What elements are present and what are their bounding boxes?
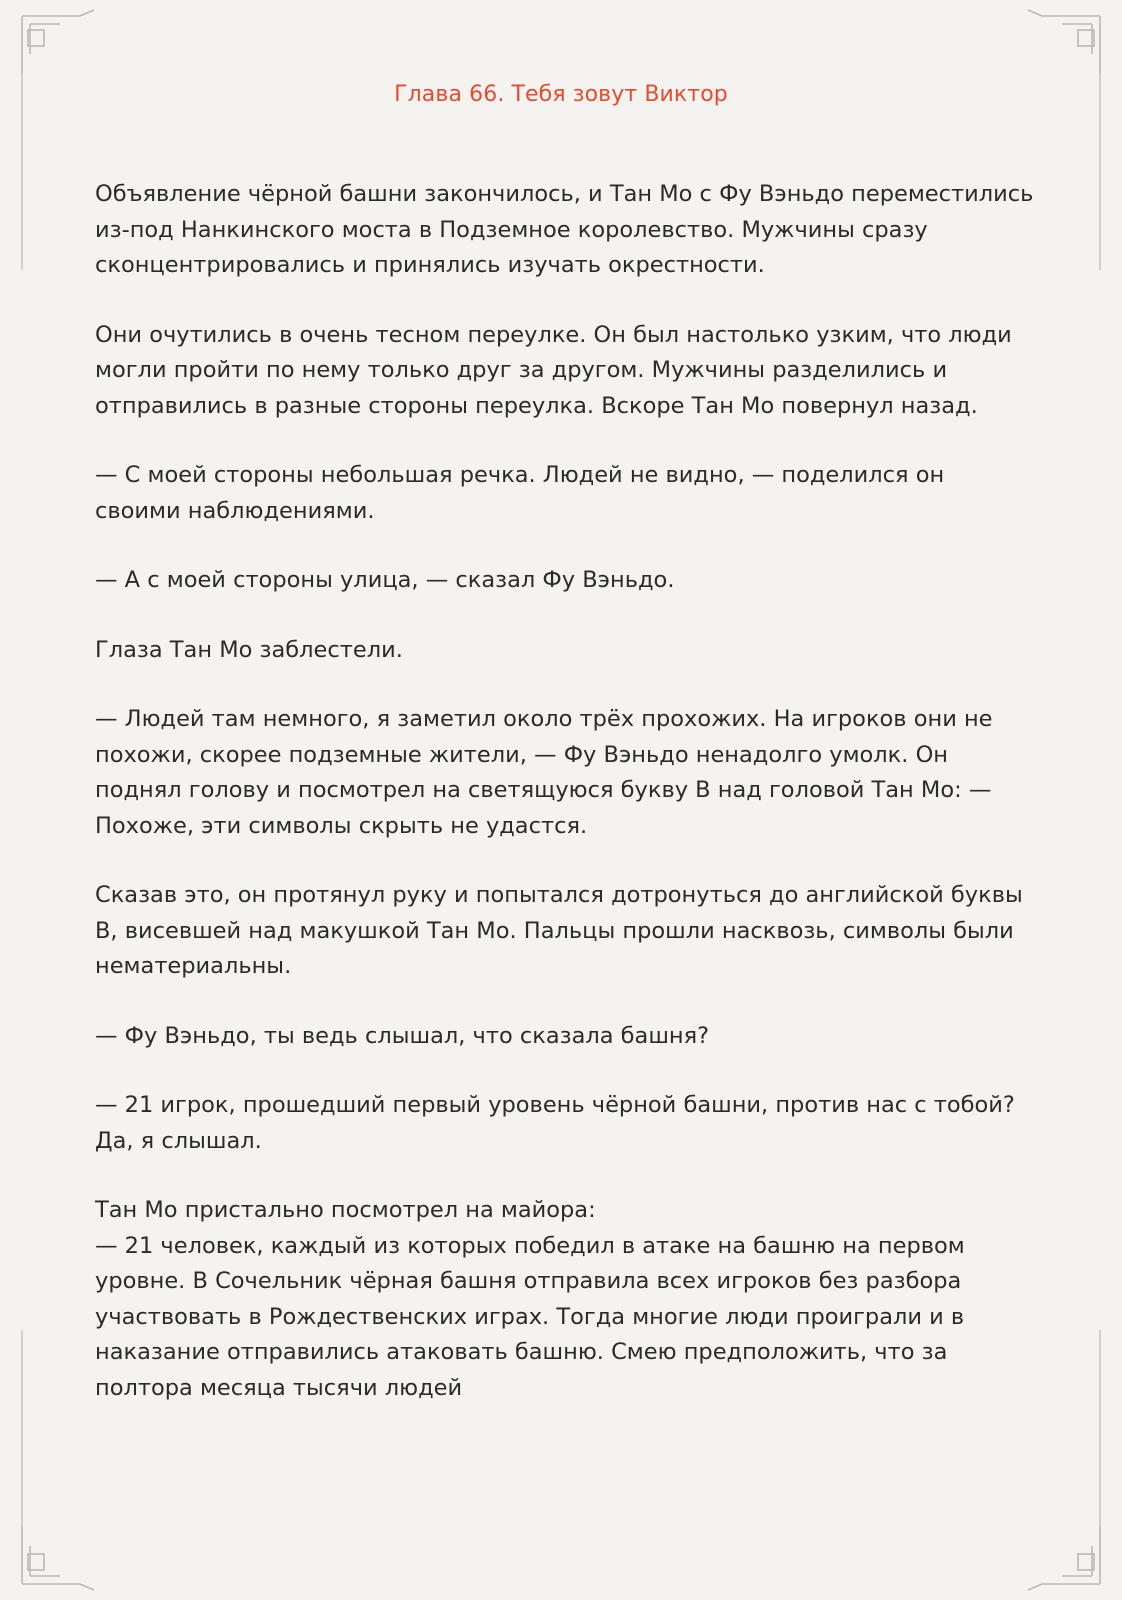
paragraph: Они очутились в очень тесном переулке. Он был настолько узким, что люди могли пройти по нему только друг за другом. Мужчины разделились и отправились в разные стороны переулка. Вскоре Тан Мо повернул назад. (95, 321, 1012, 419)
paragraph: — С моей стороны небольшая речка. Людей не видно, — поделился он своими наблюдениями. (95, 462, 945, 524)
chapter-text (95, 177, 1035, 1440)
paragraph: Глаза Тан Мо заблестели. (95, 636, 403, 663)
paragraph: Тан Мо пристально посмотрел на майора: (95, 1197, 596, 1223)
paragraph: — Людей там немного, я заметил около трёх прохожих. На игроков они не похожи, скорее подземные жители, — Фу Вэньдо ненадолго умолк. Он поднял голову и посмотрел на светящуюся букву B над головой Тан Мо: — Похоже, эти символы скрыть не удастся. (95, 706, 993, 839)
paragraph: — Фу Вэньдо, ты ведь слышал, что сказала башня? (95, 1022, 710, 1049)
paragraph: — А с моей стороны улица, — сказал Фу Вэньдо. (95, 567, 675, 593)
chapter-title: Глава 66. Тебя зовут Виктор (394, 82, 728, 107)
paragraph: — 21 человек, каждый из которых победил в атаке на башню на первом уровне. В Сочельник чёрная башня отправила всех игроков без разбора участвовать в Рождественских играх. Тогда многие люди проиграли и в наказание отправились атаковать башню. Смею предположить, что за полтора месяца тысячи людей (95, 1232, 965, 1401)
paragraph: — 21 игрок, прошедший первый уровень чёрной башни, против нас с тобой? Да, я слышал. (95, 1092, 1015, 1154)
paragraph: Сказав это, он протянул руку и попытался дотронуться до английской буквы B, висевшей над макушкой Тан Мо. Пальцы прошли насквозь, символы были нематериальны. (95, 882, 1023, 979)
paragraph: Объявление чёрной башни закончилось, и Тан Мо с Фу Вэньдо переместились из-под Нанкинского моста в Подземное королевство. Мужчины сразу сконцентрировались и принялись изучать окрестности. (95, 181, 1034, 278)
